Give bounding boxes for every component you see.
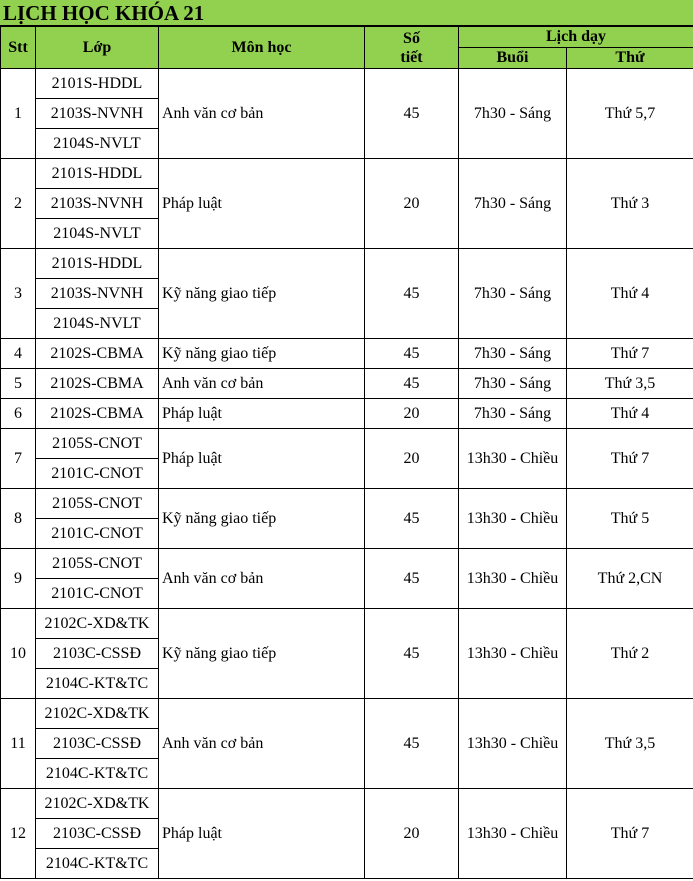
cell-day: Thứ 7 [567, 339, 693, 369]
cell-session: 13h30 - Chiều [459, 699, 567, 789]
table-row [1, 429, 693, 459]
table-row [1, 249, 693, 279]
cell-subject: Kỹ năng giao tiếp [159, 489, 365, 549]
cell-class: 2104S-NVLT [36, 219, 159, 249]
cell-subject: Kỹ năng giao tiếp [159, 339, 365, 369]
header-periods [365, 27, 459, 69]
header-stt: Stt [1, 27, 36, 69]
cell-subject: Pháp luật [159, 429, 365, 489]
cell-class: 2101S-HDDL [36, 69, 159, 99]
cell-stt: 6 [1, 399, 36, 429]
cell-class: 2102C-XD&TK [36, 699, 159, 729]
cell-session: 7h30 - Sáng [459, 399, 567, 429]
cell-day: Thứ 3,5 [567, 699, 693, 789]
cell-subject: Anh văn cơ bản [159, 699, 365, 789]
cell-stt: 9 [1, 549, 36, 609]
cell-subject: Kỹ năng giao tiếp [159, 249, 365, 339]
cell-periods: 45 [365, 339, 459, 369]
cell-class: 2104C-KT&TC [36, 669, 159, 699]
schedule-title: LỊCH HỌC KHÓA 21 [0, 0, 693, 26]
header-subject: Môn học [159, 27, 365, 69]
cell-day: Thứ 5,7 [567, 69, 693, 159]
cell-periods: 20 [365, 429, 459, 489]
cell-class: 2104S-NVLT [36, 129, 159, 159]
table-row [1, 549, 693, 579]
cell-subject: Kỹ năng giao tiếp [159, 609, 365, 699]
header-schedule: Lịch dạy [459, 27, 693, 48]
cell-class: 2101S-HDDL [36, 249, 159, 279]
cell-subject: Anh văn cơ bản [159, 69, 365, 159]
cell-class: 2103C-CSSĐ [36, 819, 159, 849]
cell-class: 2103S-NVNH [36, 189, 159, 219]
cell-class: 2101S-HDDL [36, 159, 159, 189]
cell-class: 2102C-XD&TK [36, 609, 159, 639]
schedule-body [1, 69, 693, 879]
cell-day: Thứ 5 [567, 489, 693, 549]
cell-class: 2103S-NVNH [36, 99, 159, 129]
cell-periods: 45 [365, 369, 459, 399]
cell-day: Thứ 7 [567, 429, 693, 489]
cell-stt: 5 [1, 369, 36, 399]
table-row [1, 339, 693, 369]
cell-subject: Pháp luật [159, 789, 365, 879]
cell-periods: 45 [365, 69, 459, 159]
cell-class: 2105S-CNOT [36, 429, 159, 459]
cell-session: 13h30 - Chiều [459, 609, 567, 699]
table-row [1, 489, 693, 519]
cell-stt: 1 [1, 69, 36, 159]
cell-periods: 45 [365, 549, 459, 609]
cell-class: 2101C-CNOT [36, 579, 159, 609]
table-row [1, 159, 693, 189]
table-row [1, 369, 693, 399]
header-session: Buổi [459, 48, 567, 69]
cell-session: 13h30 - Chiều [459, 789, 567, 879]
cell-class: 2102S-CBMA [36, 369, 159, 399]
table-row [1, 69, 693, 99]
cell-class: 2104C-KT&TC [36, 759, 159, 789]
cell-session: 13h30 - Chiều [459, 549, 567, 609]
cell-subject: Anh văn cơ bản [159, 549, 365, 609]
cell-stt: 11 [1, 699, 36, 789]
cell-periods: 20 [365, 789, 459, 879]
cell-day: Thứ 3 [567, 159, 693, 249]
cell-subject: Anh văn cơ bản [159, 369, 365, 399]
cell-periods: 20 [365, 159, 459, 249]
cell-class: 2105S-CNOT [36, 489, 159, 519]
cell-class: 2103C-CSSĐ [36, 639, 159, 669]
cell-day: Thứ 2,CN [567, 549, 693, 609]
cell-session: 7h30 - Sáng [459, 249, 567, 339]
cell-day: Thứ 3,5 [567, 369, 693, 399]
cell-day: Thứ 4 [567, 399, 693, 429]
schedule-table [0, 26, 693, 879]
cell-class: 2103S-NVNH [36, 279, 159, 309]
cell-session: 7h30 - Sáng [459, 369, 567, 399]
cell-subject: Pháp luật [159, 159, 365, 249]
table-row [1, 399, 693, 429]
cell-periods: 20 [365, 399, 459, 429]
cell-class: 2104S-NVLT [36, 309, 159, 339]
header-class: Lớp [36, 27, 159, 69]
cell-session: 7h30 - Sáng [459, 159, 567, 249]
cell-session: 7h30 - Sáng [459, 69, 567, 159]
cell-session: 13h30 - Chiều [459, 429, 567, 489]
cell-stt: 7 [1, 429, 36, 489]
cell-class: 2102S-CBMA [36, 339, 159, 369]
cell-day: Thứ 4 [567, 249, 693, 339]
cell-class: 2102S-CBMA [36, 399, 159, 429]
cell-periods: 45 [365, 489, 459, 549]
cell-day: Thứ 2 [567, 609, 693, 699]
cell-class: 2101C-CNOT [36, 519, 159, 549]
cell-stt: 8 [1, 489, 36, 549]
header-periods-line1: Số [403, 29, 420, 47]
table-row [1, 609, 693, 639]
cell-class: 2104C-KT&TC [36, 849, 159, 879]
cell-session: 7h30 - Sáng [459, 339, 567, 369]
header-periods-line2: tiết [400, 48, 423, 66]
cell-session: 13h30 - Chiều [459, 489, 567, 549]
cell-periods: 45 [365, 699, 459, 789]
cell-subject: Pháp luật [159, 399, 365, 429]
cell-class: 2103C-CSSĐ [36, 729, 159, 759]
cell-class: 2101C-CNOT [36, 459, 159, 489]
cell-class: 2105S-CNOT [36, 549, 159, 579]
cell-periods: 45 [365, 609, 459, 699]
cell-stt: 4 [1, 339, 36, 369]
cell-periods: 45 [365, 249, 459, 339]
cell-stt: 2 [1, 159, 36, 249]
cell-stt: 3 [1, 249, 36, 339]
cell-day: Thứ 7 [567, 789, 693, 879]
header-day: Thứ [567, 48, 693, 69]
table-row [1, 699, 693, 729]
cell-class: 2102C-XD&TK [36, 789, 159, 819]
cell-stt: 12 [1, 789, 36, 879]
table-row [1, 789, 693, 819]
cell-stt: 10 [1, 609, 36, 699]
